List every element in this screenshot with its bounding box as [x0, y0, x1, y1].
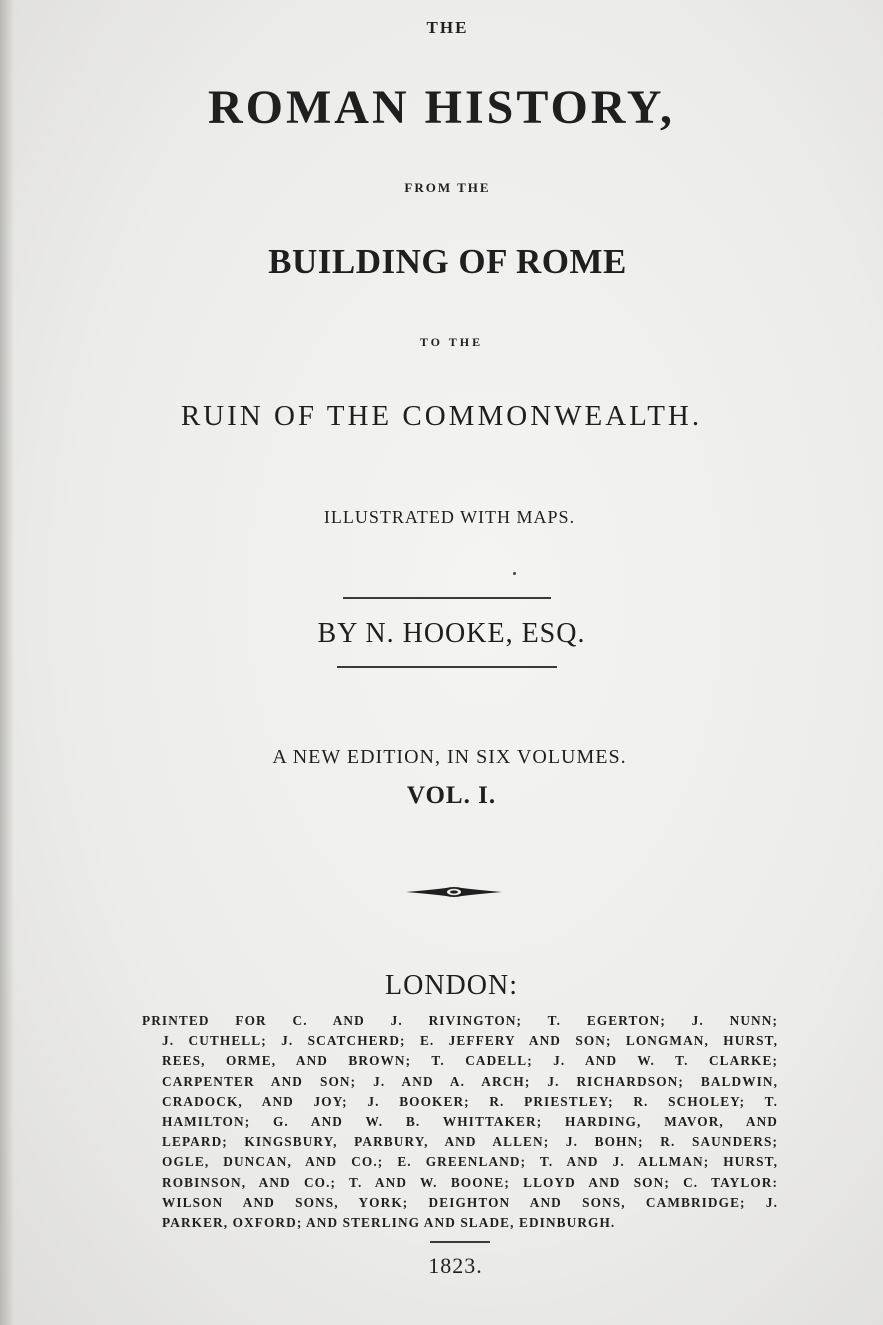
imprint-line: REES, ORME, AND BROWN; T. CADELL; J. AND W. T. CLARKE; [162, 1053, 778, 1069]
author-line: BY N. HOOKE, ESQ. [317, 618, 586, 649]
subtitle-building-of-rome: BUILDING OF ROME [268, 242, 627, 281]
subtitle-ruin-of-commonwealth: RUIN OF THE COMMONWEALTH. [180, 400, 703, 432]
imprint-line: ROBINSON, AND CO.; T. AND W. BOONE; LLOYD AND SON; C. TAYLOR: [162, 1174, 778, 1190]
publication-year: 1823. [428, 1253, 483, 1278]
imprint-place: LONDON: [385, 970, 518, 1001]
imprint-line: PARKER, OXFORD; AND STERLING AND SLADE, EDINBURGH. [162, 1215, 616, 1231]
main-title: ROMAN HISTORY, [207, 81, 676, 134]
imprint-line: J. CUTHELL; J. SCATCHERD; E. JEFFERY AND SON; LONGMAN, HURST, [162, 1033, 778, 1049]
volume-line: VOL. I. [406, 782, 497, 809]
rule-above-year [430, 1241, 490, 1243]
title-article: THE [426, 18, 469, 37]
imprint-line: PRINTED FOR C. AND J. RIVINGTON; T. EGERTON; J. NUNN; [142, 1013, 778, 1028]
ink-dot [513, 572, 516, 575]
imprint-line: OGLE, DUNCAN, AND CO.; E. GREENLAND; T. AND J. ALLMAN; HURST, [162, 1154, 778, 1170]
edition-line: A NEW EDITION, IN SIX VOLUMES. [272, 746, 627, 768]
ornamental-rule-icon [406, 884, 502, 900]
imprint-block [142, 1011, 778, 1233]
imprint-line: WILSON AND SONS, YORK; DEIGHTON AND SONS, CAMBRIDGE; J. [162, 1194, 778, 1210]
imprint-line: HAMILTON; G. AND W. B. WHITTAKER; HARDING, MAVOR, AND [162, 1114, 778, 1130]
spine-shadow [0, 0, 14, 1325]
rule-above-author [343, 597, 551, 599]
subtitle-from-the: FROM THE [404, 180, 491, 195]
imprint-line: CARPENTER AND SON; J. AND A. ARCH; J. RICHARDSON; BALDWIN, [162, 1073, 778, 1089]
imprint-line: CRADOCK, AND JOY; J. BOOKER; R. PRIESTLEY; R. SCHOLEY; T. [162, 1093, 778, 1109]
imprint-line: LEPARD; KINGSBURY, PARBURY, AND ALLEN; J. BOHN; R. SAUNDERS; [162, 1134, 778, 1150]
rule-below-author [337, 666, 557, 668]
subtitle-to-the: TO THE [419, 335, 484, 349]
illustrated-note: ILLUSTRATED WITH MAPS. [323, 507, 576, 527]
